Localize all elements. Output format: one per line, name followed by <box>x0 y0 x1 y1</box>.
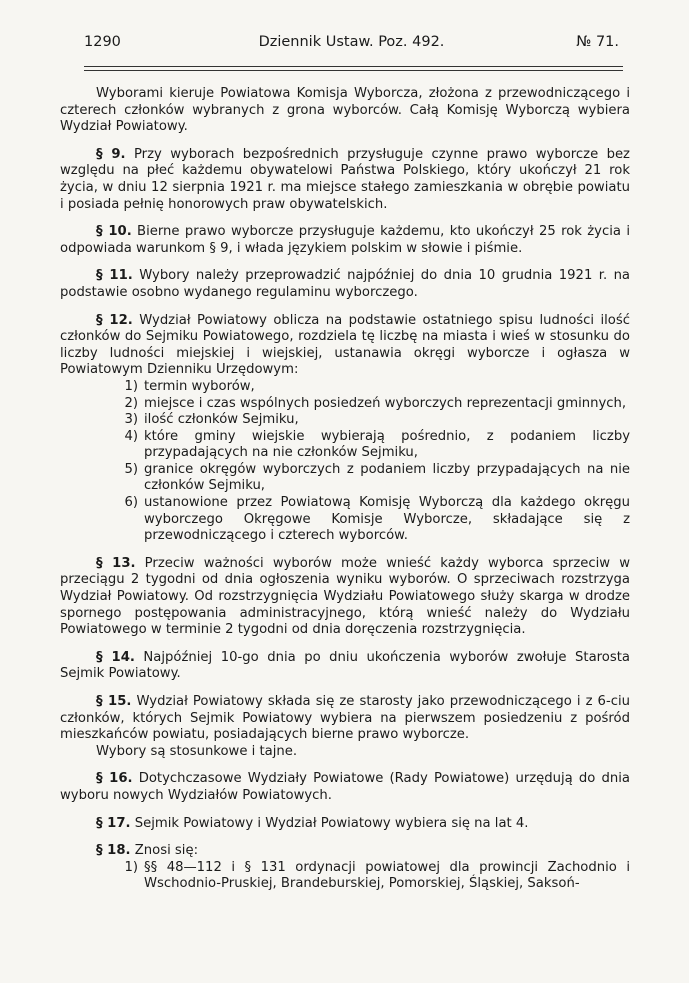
journal-title: Dziennik Ustaw. Poz. 492. <box>258 34 445 50</box>
section-18-list <box>60 860 630 893</box>
list-item: 2) miejsce i czas wspólnych posiedzeń wyborczych reprezentacji gminnych, <box>124 395 627 411</box>
section-text: Bierne prawo wyborcze przysługuje każdemu, kto ukończył 25 rok życia i odpowiada warunkom § 9, i włada językiem polskim w słowie i piśmie. <box>60 224 630 256</box>
header-rule-bottom <box>84 70 623 71</box>
list-item: 5) granice okręgów wyborczych z podaniem liczby przypadających na nie członków Sejmiku, <box>124 461 630 494</box>
page-header <box>84 34 619 56</box>
section-10 <box>60 224 630 257</box>
section-15 <box>60 694 630 744</box>
list-item: 1) §§ 48—112 i § 131 ordynacji powiatowej dla prowincji Zachodnio i Wschodnio-Pruskiej, Brandeburskiej, Pomorskiej, Śląskiej, Saksoń- <box>124 859 630 892</box>
section-text: Przeciw ważności wyborów może wnieść każdy wyborca sprzeciw w przeciągu 2 tygodni od dnia ogłoszenia wyniku wyborów. O sprzeciwach rozstrzyga Wydział Powiatowy. Od rozstrzygnięcia Wydziału Powiatowego służy skarga w drodze spornego postępowania administracyjnego, którą wnieść należy do Wydziału Powiatowego w terminie 2 tygodni od dnia doręczenia rozstrzygnięcia. <box>60 555 631 638</box>
section-text: Wybory należy przeprowadzić najpóźniej do dnia 10 grudnia 1921 r. na podstawie osobno wydanego regulaminu wyborczego. <box>60 268 631 300</box>
header-rule-top <box>84 66 623 67</box>
section-16 <box>60 771 630 804</box>
section-13 <box>60 556 630 639</box>
section-label: § 17. <box>96 815 131 831</box>
section-14 <box>60 650 630 683</box>
section-text: Wydział Powiatowy oblicza na podstawie ostatniego spisu ludności ilość członków do Sejmiku Powiatowego, rozdziela tę liczbę na miasta i wieś w stosunku do liczby ludności miejskiej i wiejskiej, ustanawia okręgi wyborcze i ogłasza w Powiatowym Dzienniku Urzędowym: <box>60 312 630 378</box>
list-item: 6) ustanowione przez Powiatową Komisję Wyborczą dla każdego okręgu wyborczego Okręgowe Komisje Wyborcze, składające się z przewodniczącego i czterech wyborców. <box>124 495 630 544</box>
section-label: § 18. <box>96 843 131 859</box>
section-text: Znosi się: <box>134 843 199 859</box>
section-label: § 12. <box>96 312 133 328</box>
page-number: 1290 <box>84 34 121 50</box>
section-11 <box>60 268 630 301</box>
section-label: § 14. <box>96 649 135 665</box>
section-15-continuation: Wybory są stosunkowe i tajne. <box>96 743 298 759</box>
list-item: 3) ilość członków Sejmiku, <box>124 412 299 428</box>
section-label: § 11. <box>96 268 133 284</box>
section-label: § 9. <box>96 146 126 162</box>
issue-number: № 71. <box>576 34 619 50</box>
section-label: § 16. <box>96 771 133 787</box>
section-text: Najpóźniej 10-go dnia po dniu ukończenia wyborów zwołuje Starosta Sejmik Powiatowy. <box>60 649 630 682</box>
section-label: § 10. <box>96 224 132 240</box>
section-9 <box>60 147 630 213</box>
section-text: Przy wyborach bezpośrednich przysługuje czynne prawo wyborcze bez względu na płeć każdemu obywatelowi Państwa Polskiego, który ukończył 21 rok życia, w dniu 12 sierpnia 1921 r. ma miejsce stałego zamieszkania w obrębie powiatu i posiada pełnię honorowych praw obywatelskich. <box>60 146 630 212</box>
section-12 <box>60 313 630 379</box>
list-item: 4) które gminy wiejskie wybierają pośrednio, z podaniem liczby przypadających na nie członków Sejmiku, <box>124 428 630 461</box>
document-body <box>60 86 630 893</box>
section-label: § 13. <box>96 555 136 571</box>
list-item: 1) termin wyborów, <box>124 378 255 394</box>
section-17 <box>60 816 630 833</box>
section-label: § 15. <box>96 694 132 709</box>
paragraph-intro: Wyborami kieruje Powiatowa Komisja Wyborcza, złożona z przewodniczącego i czterech członków wybranych z grona wyborców. Całą Komisję Wyborczą wybiera Wydział Powiatowy. <box>60 86 630 135</box>
section-text: Sejmik Powiatowy i Wydział Powiatowy wybiera się na lat 4. <box>134 815 529 831</box>
section-text: Wydział Powiatowy składa się ze starosty jako przewodniczącego i z 6-ciu członków, których Sejmik Powiatowy wybiera na pierwszem posiedzeniu z pośród mieszkańców powiatu, posiadających bierne prawo wyborcze. <box>60 694 630 743</box>
section-12-list <box>60 379 630 545</box>
section-18 <box>60 843 630 860</box>
section-text: Dotychczasowe Wydziały Powiatowe (Rady Powiatowe) urzędują do dnia wyboru nowych Wydziałów Powiatowych. <box>60 771 631 803</box>
